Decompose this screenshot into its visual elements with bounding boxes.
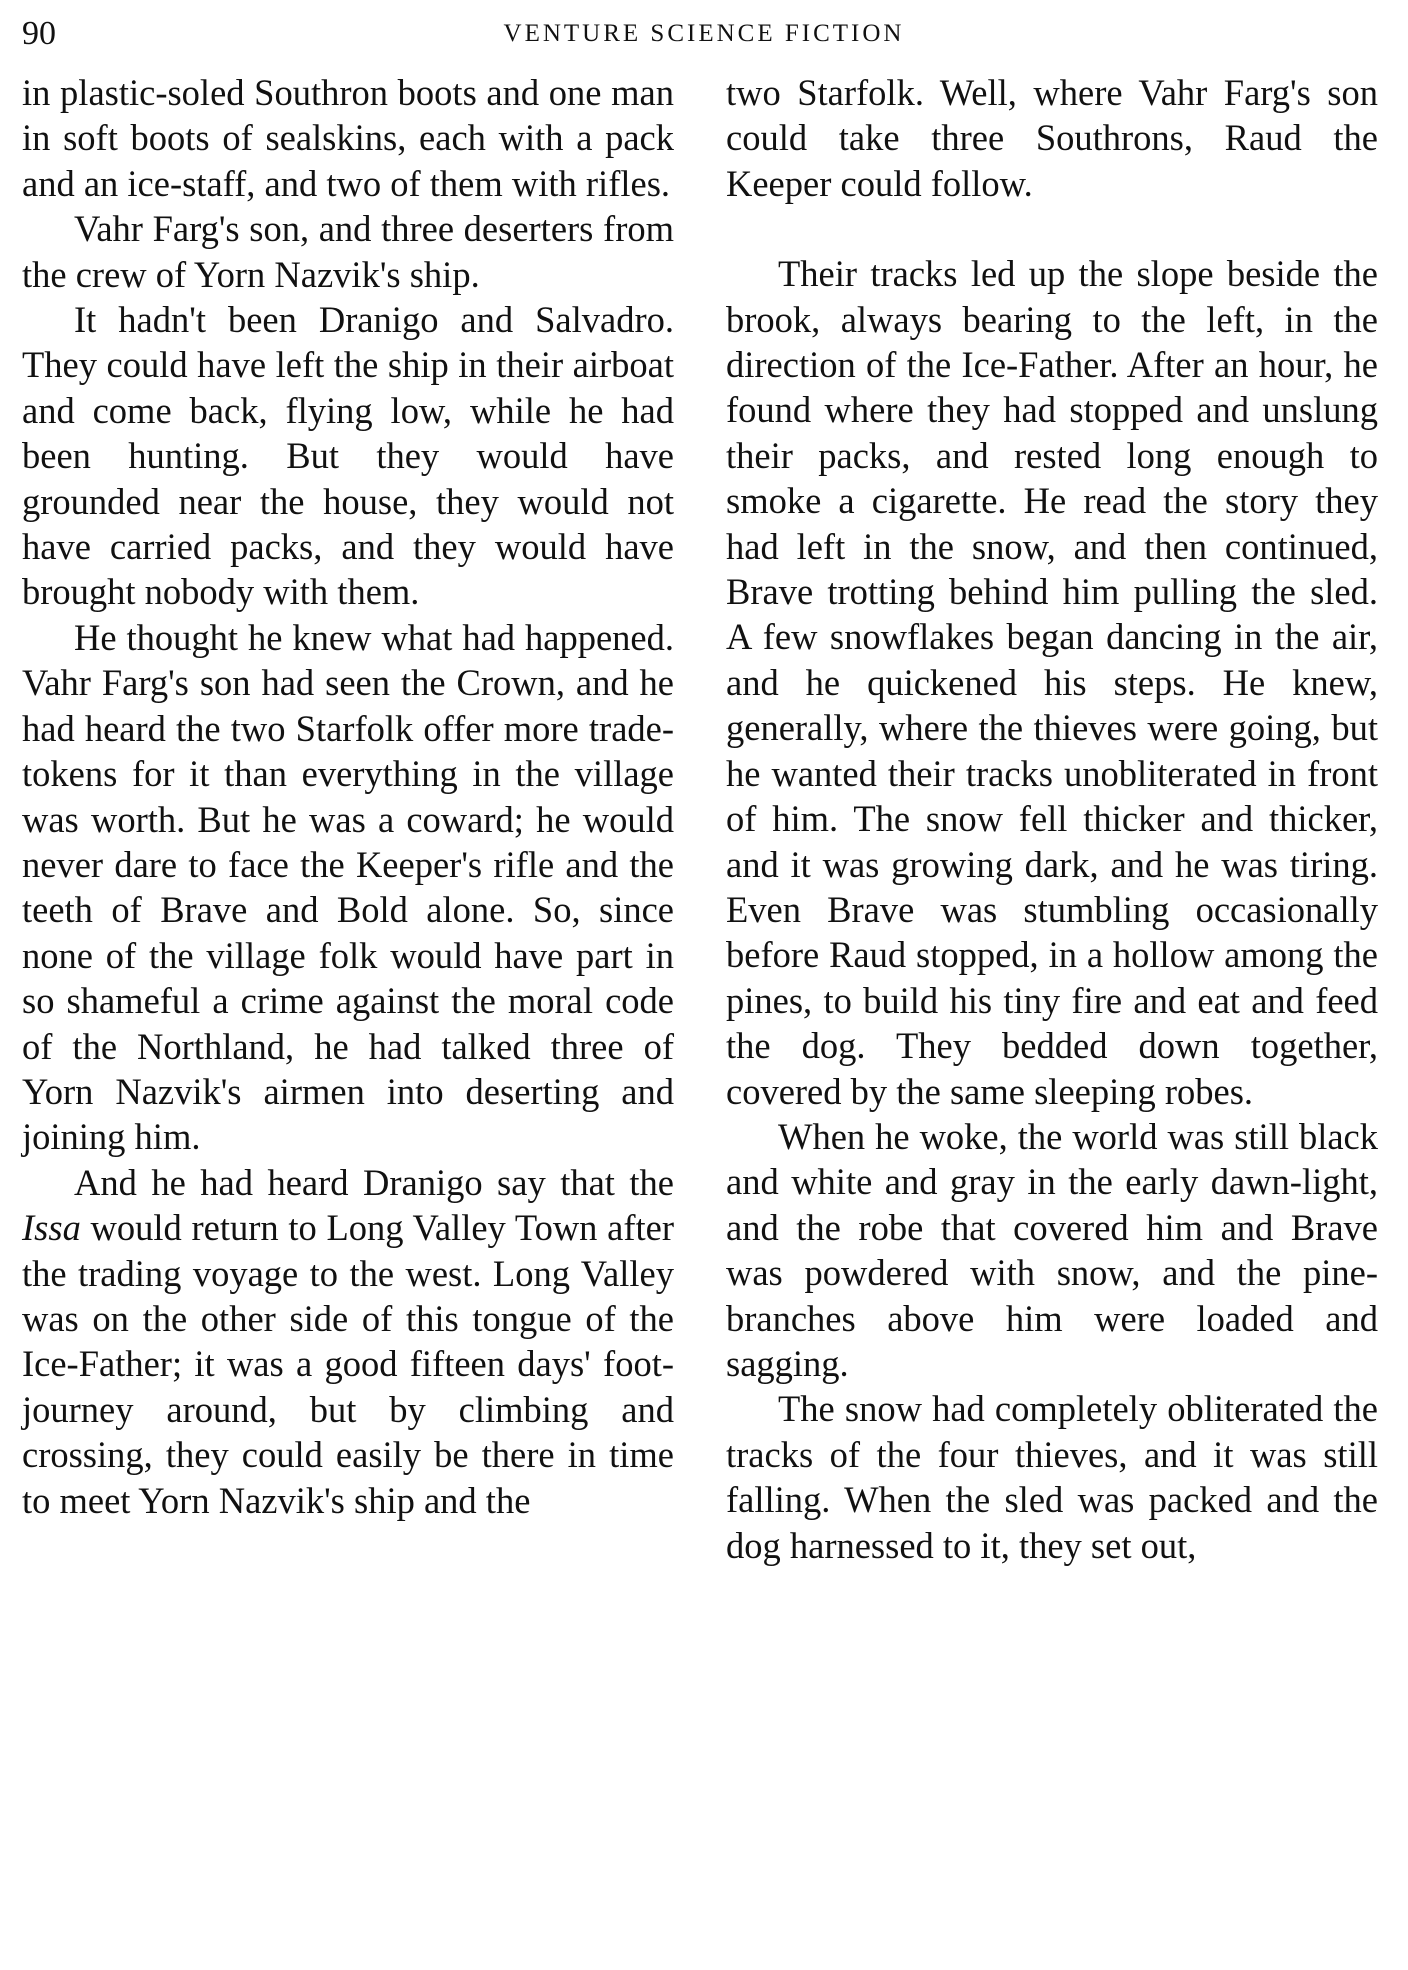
paragraph: Vahr Farg's son, and three deserters from the crew of Yorn Nazvik's ship. [22,208,674,295]
paragraph: The snow had completely obliterated the tracks of the four thieves, and it was still falling. When the sled was packed and the dog harnessed to it, they set out, [726,1388,1378,1566]
page-number: 90 [22,15,56,52]
paragraph: in plastic-soled Southron boots and one man in soft boots of sealskins, each with a pack and an ice-staff, and two of them with rifles. [22,72,674,204]
section-break [726,206,1378,251]
paragraph: He thought he knew what had happened. Vahr Farg's son had seen the Crown, and he had heard the two Starfolk offer more trade-tokens for it than everything in the village was worth. But he was a coward; he would never dare to face the Keeper's rifle and the teeth of Brave and Bold alone. So, since none of the village folk would have part in so shameful a crime against the moral code of the Northland, he had talked three of Yorn Nazvik's airmen into deserting and joining him. [22,616,674,1158]
paragraph: When he woke, the world was still black and white and gray in the early dawn-light, and the robe that covered him and Brave was powdered with snow, and the pine-branches above him were loaded and sagging. [726,1115,1378,1384]
paragraph-text: would return to Long Valley Town after the trading voyage to the west. Long Valley was on the other side of this tongue of the Ice-Father; it was a good fifteen days' foot-journey around, but by climbing and crossing, they could easily be there in time to meet Yorn Nazvik's ship and the [22,1207,674,1521]
running-head: VENTURE SCIENCE FICTION [503,20,905,47]
paragraph [22,1160,674,1523]
paragraph: Their tracks led up the slope beside the brook, always bearing to the left, in the direction of the Ice-Father. After an hour, he found where they had stopped and unslung their packs, and rested long enough to smoke a cigarette. He read the story they had left in the snow, and then continued, Brave trotting behind him pulling the sled. A few snowflakes began dancing in the air, and he quickened his steps. He knew, generally, where the thieves were going, but he wanted their tracks unobliterated in front of him. The snow fell thicker and thicker, and it was growing dark, and he was tiring. Even Brave was stumbling occasionally before Raud stopped, in a hollow among the pines, to build his tiny fire and eat and feed the dog. They bedded down together, covered by the same sleeping robes. [726,253,1378,1112]
ship-name: Issa [22,1207,81,1249]
paragraph: two Starfolk. Well, where Vahr Farg's son could take three Southrons, Raud the Keeper could follow. [726,72,1378,204]
right-column [726,70,1378,1568]
paragraph-text: And he had heard Dranigo say that the [74,1161,674,1203]
left-column [22,70,674,1523]
paragraph: It hadn't been Dranigo and Salvadro. They could have left the ship in their airboat and come back, flying low, while he had been hunting. But they would have grounded near the house, they would not have carried packs, and they would have brought nobody with them. [22,299,674,613]
